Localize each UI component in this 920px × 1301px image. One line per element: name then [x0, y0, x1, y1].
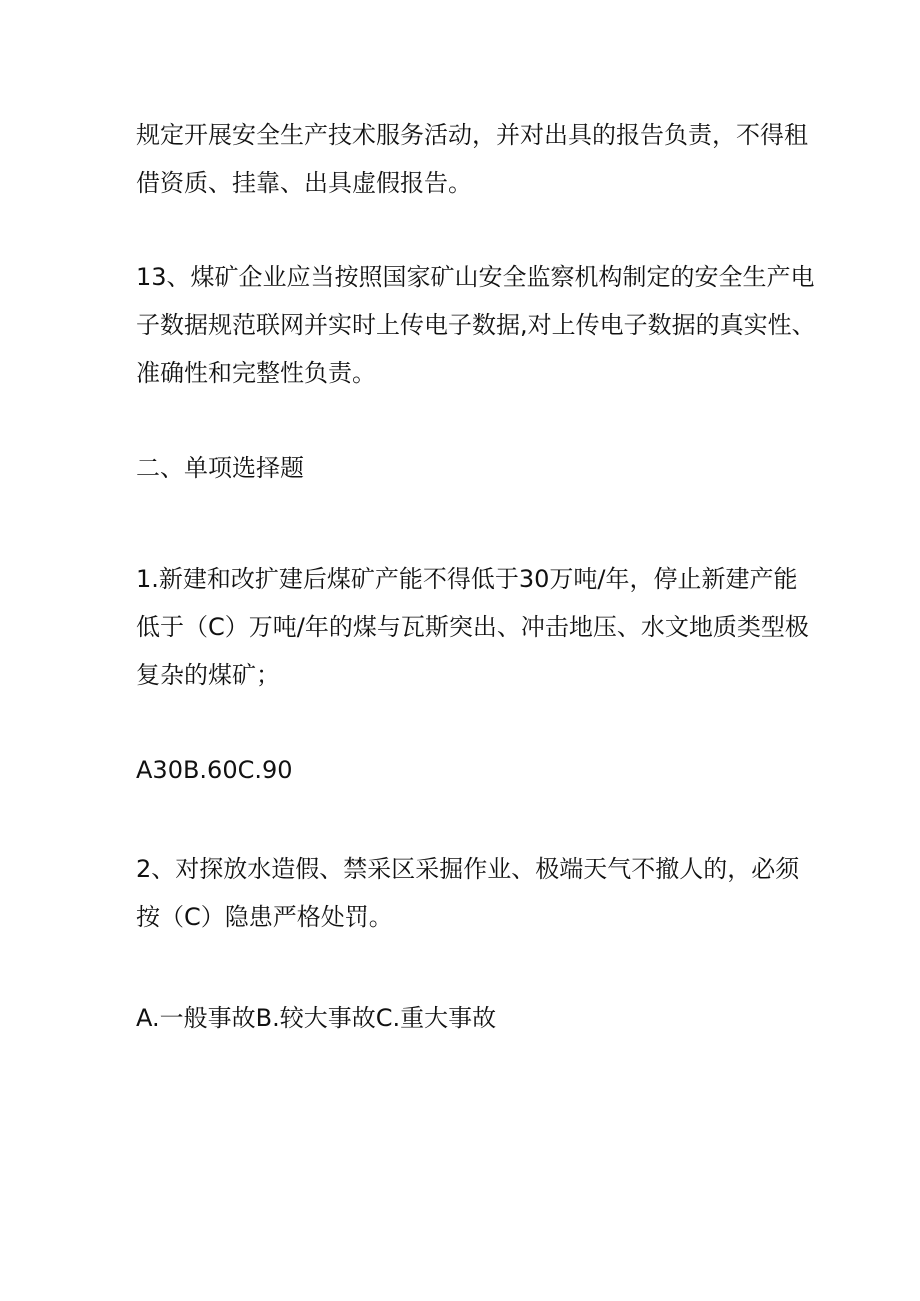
paragraph-service-activities — [136, 111, 808, 207]
question-1 — [136, 555, 809, 699]
section-heading — [136, 444, 791, 492]
section-heading-text: 二、单项选择题 — [136, 454, 304, 482]
question-line: 复杂的煤矿； — [136, 661, 280, 689]
question-line: 1.新建和改扩建后煤矿产能不得低于30万吨/年，停止新建产能 — [136, 565, 798, 593]
paragraph-line: 借资质、挂靠、出具虚假报告。 — [136, 169, 472, 197]
question-line: 低于（C）万吨/年的煤与瓦斯突出、冲击地压、水文地质类型极 — [136, 613, 809, 641]
question-2 — [136, 845, 800, 941]
question-2-options — [136, 994, 791, 1042]
question-line: 2、对探放水造假、禁采区采掘作业、极端天气不撤人的，必须 — [136, 855, 800, 883]
paragraph-line: 规定开展安全生产技术服务活动，并对出具的报告负责，不得租 — [136, 121, 808, 149]
answer-options: A30B.60C.90 — [136, 756, 293, 784]
paragraph-item-13 — [136, 253, 816, 397]
paragraph-line: 13、煤矿企业应当按照国家矿山安全监察机构制定的安全生产电 — [136, 263, 815, 291]
paragraph-line: 子数据规范联网并实时上传电子数据,对上传电子数据的真实性、 — [136, 311, 816, 339]
question-line: 按（C）隐患严格处罚。 — [136, 903, 393, 931]
answer-options: A.一般事故B.较大事故C.重大事故 — [136, 1004, 497, 1032]
paragraph-line: 准确性和完整性负责。 — [136, 359, 376, 387]
question-1-options — [136, 746, 791, 794]
